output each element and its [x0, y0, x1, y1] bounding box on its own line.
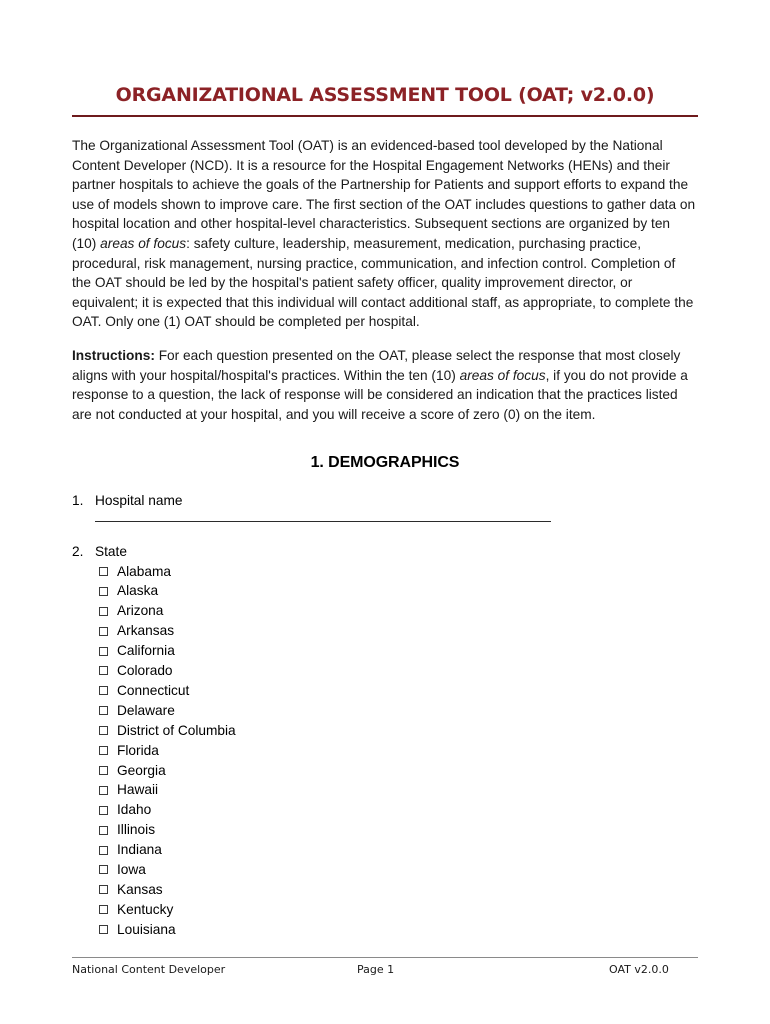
state-option[interactable]	[72, 860, 692, 880]
state-option[interactable]	[72, 721, 692, 741]
checkbox-icon[interactable]	[99, 865, 108, 874]
intro-emphasis-areas-of-focus: areas of focus	[100, 235, 187, 251]
checkbox-icon[interactable]	[99, 587, 108, 596]
state-option[interactable]	[72, 701, 692, 721]
footer-page-number: Page 1	[357, 963, 395, 976]
checkbox-icon[interactable]	[99, 726, 108, 735]
state-option-label: District of Columbia	[117, 722, 236, 738]
question-hospital-name	[72, 491, 692, 511]
state-option[interactable]	[72, 581, 692, 601]
checkbox-icon[interactable]	[99, 607, 108, 616]
state-option[interactable]	[72, 840, 692, 860]
state-option[interactable]	[72, 900, 692, 920]
state-option-label: Iowa	[117, 861, 146, 877]
checkbox-icon[interactable]	[99, 786, 108, 795]
footer-version: OAT v2.0.0	[609, 963, 669, 976]
instructions-emphasis-areas-of-focus: areas of focus	[459, 367, 546, 383]
instructions-text-part-1: For each question presented on the OAT, please select the response that most closely aligns with your hospital/hospital's practices. Within the ten (10)	[72, 348, 681, 383]
state-option-label: Kentucky	[117, 901, 174, 917]
state-option-label: California	[117, 643, 175, 659]
state-option[interactable]	[72, 621, 692, 641]
state-option[interactable]	[72, 880, 692, 900]
state-checkbox-list	[72, 562, 692, 940]
state-option-label: Louisiana	[117, 921, 176, 937]
checkbox-icon[interactable]	[99, 666, 108, 675]
checkbox-icon[interactable]	[99, 627, 108, 636]
checkbox-icon[interactable]	[99, 706, 108, 715]
checkbox-icon[interactable]	[99, 826, 108, 835]
page-title: ORGANIZATIONAL ASSESSMENT TOOL (OAT; v2.0.0)	[115, 84, 655, 106]
state-option[interactable]	[72, 681, 692, 701]
state-option[interactable]	[72, 920, 692, 940]
state-option-label: Alabama	[117, 563, 172, 579]
instructions-heading: Instructions:	[72, 348, 155, 363]
checkbox-icon[interactable]	[99, 885, 108, 894]
intro-text-part-2: : safety culture, leadership, measurement, medication, purchasing practice, procedural, risk management, nursing practice, communication, and infection control. Completion of the OAT should be led by the hospital's patient safety officer, quality improvement director, or equivalent; it is expected that this individual will contact additional staff, as appropriate, to complete the OAT. Only one (1) OAT should be completed per hospital.	[72, 235, 694, 330]
state-option-label: Illinois	[117, 822, 156, 838]
state-option-label: Arkansas	[117, 623, 175, 639]
state-option-label: Idaho	[117, 802, 152, 818]
state-option-label: Arizona	[117, 603, 164, 619]
checkbox-icon[interactable]	[99, 686, 108, 695]
state-option[interactable]	[72, 661, 692, 681]
hospital-name-input[interactable]	[95, 521, 551, 522]
checkbox-icon[interactable]	[99, 567, 108, 576]
checkbox-icon[interactable]	[99, 746, 108, 755]
state-option-label: Connecticut	[117, 682, 190, 698]
title-divider	[72, 115, 698, 117]
state-option-label: Colorado	[117, 663, 173, 679]
checkbox-icon[interactable]	[99, 846, 108, 855]
checkbox-icon[interactable]	[99, 905, 108, 914]
state-option-label: Indiana	[117, 842, 162, 858]
state-option[interactable]	[72, 562, 692, 582]
state-option[interactable]	[72, 641, 692, 661]
state-option[interactable]	[72, 800, 692, 820]
intro-text-part-1: The Organizational Assessment Tool (OAT) is an evidenced-based tool developed by the National Content Developer (NCD). It is a resource for the Hospital Engagement Networks (HENs) and their partner hospitals to achieve the goals of the Partnership for Patients and support efforts to expand the use of models shown to improve care. The first section of the OAT includes questions to gather data on hospital location and other hospital-level characteristics. Subsequent sections are organized by ten (10)	[72, 138, 696, 251]
state-option-label: Florida	[117, 742, 159, 758]
intro-paragraph	[72, 136, 698, 332]
state-option-label: Delaware	[117, 702, 175, 718]
state-option[interactable]	[72, 601, 692, 621]
state-option-label: Georgia	[117, 762, 166, 778]
instructions-paragraph	[72, 346, 698, 424]
footer-divider	[72, 957, 698, 958]
question-label: Hospital name	[95, 493, 183, 508]
state-option[interactable]	[72, 741, 692, 761]
state-option[interactable]	[72, 820, 692, 840]
question-state	[72, 542, 692, 940]
page-footer	[72, 963, 698, 981]
checkbox-icon[interactable]	[99, 766, 108, 775]
question-number: 1.	[72, 493, 84, 508]
section-heading-demographics: 1. DEMOGRAPHICS	[310, 454, 460, 471]
state-option-label: Kansas	[117, 881, 163, 897]
question-number: 2.	[72, 544, 84, 559]
footer-organization: National Content Developer	[72, 963, 226, 976]
question-label: State	[95, 544, 127, 559]
state-option-label: Hawaii	[117, 782, 159, 798]
checkbox-icon[interactable]	[99, 925, 108, 934]
state-option-label: Alaska	[117, 583, 159, 599]
state-option[interactable]	[72, 780, 692, 800]
checkbox-icon[interactable]	[99, 647, 108, 656]
checkbox-icon[interactable]	[99, 806, 108, 815]
instructions-text-part-2: , if you do not provide a response to a question, the lack of response will be considered an indication that the practices listed are not conducted at your hospital, and you will receive a score of zero (0) on the item.	[72, 367, 688, 422]
state-option[interactable]	[72, 761, 692, 781]
